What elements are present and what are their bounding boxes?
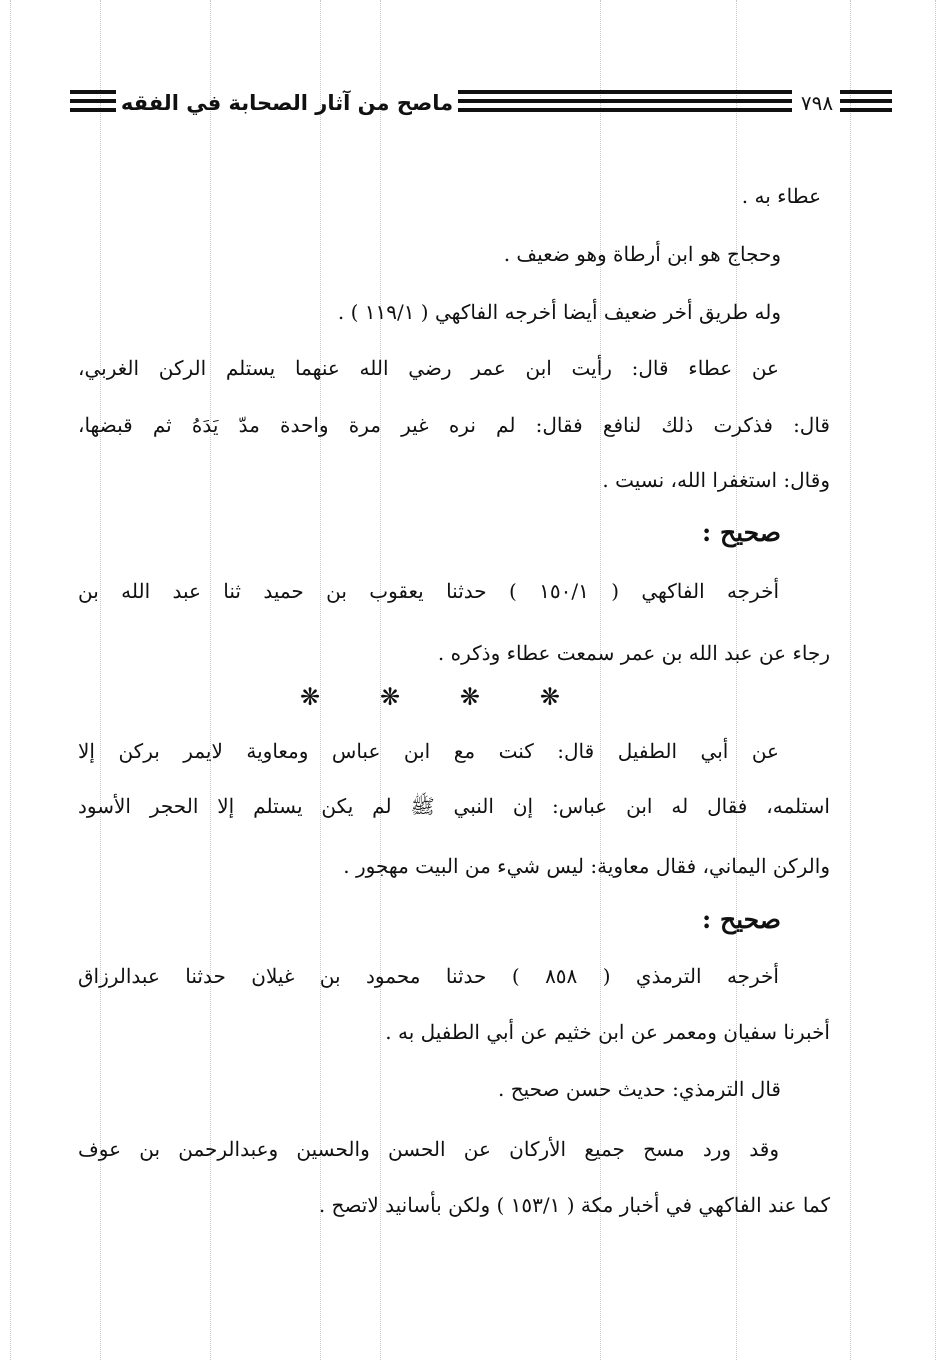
book-title: ماصح من آثار الصحابة في الفقه [120,91,454,115]
text-line-15: وقد ورد مسح جميع الأركان عن الحسن والحسين وعبدالرحمن بن عوف [78,1137,779,1161]
header-rule-left [70,90,116,112]
separator-star-icon: ❋ [539,683,560,711]
text-line-4: عن عطاء قال: رأيت ابن عمر رضي الله عنهما يستلم الركن الغربي، [78,356,779,380]
header-rule-right [840,90,892,112]
text-line-5: قال: فذكرت ذلك لنافع فقال: لم نره غير مرة واحدة مدّ يَدَهُ ثم قبضها، [78,413,830,437]
separator-star-icon: ❋ [300,683,321,711]
section-separator [300,682,560,712]
text-line-16: كما عند الفاكهي في أخبار مكة ( ١٥٣/١ ) ولكن بأسانيد لاتصح . [318,1193,830,1217]
text-line-13: أخبرنا سفيان ومعمر عن ابن خثيم عن أبي الطفيل به . [385,1020,830,1044]
text-line-11: والركن اليماني، فقال معاوية: ليس شيء من البيت مهجور . [343,854,830,878]
separator-star-icon: ❋ [459,683,481,711]
text-line-12: أخرجه الترمذي ( ٨٥٨ ) حدثنا محمود بن غيلان حدثنا عبدالرزاق [78,964,779,988]
text-line-14: قال الترمذي: حديث حسن صحيح . [498,1077,781,1101]
text-line-9: عن أبي الطفيل قال: كنت مع ابن عباس ومعاوية لايمر بركن إلا [78,739,779,763]
text-line-1: عطاء به . [741,184,821,208]
text-line-3: وله طريق أخر ضعيف أيضا أخرجه الفاكهي ( ١١٩/١ ) . [337,300,781,324]
page-number: ٧٩٨ [800,91,834,115]
section-heading-sahih-2: صحيح : [702,905,781,934]
header-rule-middle [458,90,792,112]
text-line-10: استلمه، فقال له ابن عباس: إن النبي ﷺ لم يكن يستلم إلا الحجر الأسود [78,794,830,818]
running-header [70,86,838,122]
section-heading-sahih-1: صحيح : [702,518,781,547]
text-line-7: أخرجه الفاكهي ( ١٥٠/١ ) حدثنا يعقوب بن حميد ثنا عبد الله بن [78,579,780,603]
text-line-6: وقال: استغفرا الله، نسيت . [602,468,830,492]
separator-star-icon: ❋ [379,683,401,711]
text-line-8: رجاء عن عبد الله بن عمر سمعت عطاء وذكره . [437,641,830,665]
text-line-2: وحجاج هو ابن أرطاة وهو ضعيف . [503,242,781,266]
